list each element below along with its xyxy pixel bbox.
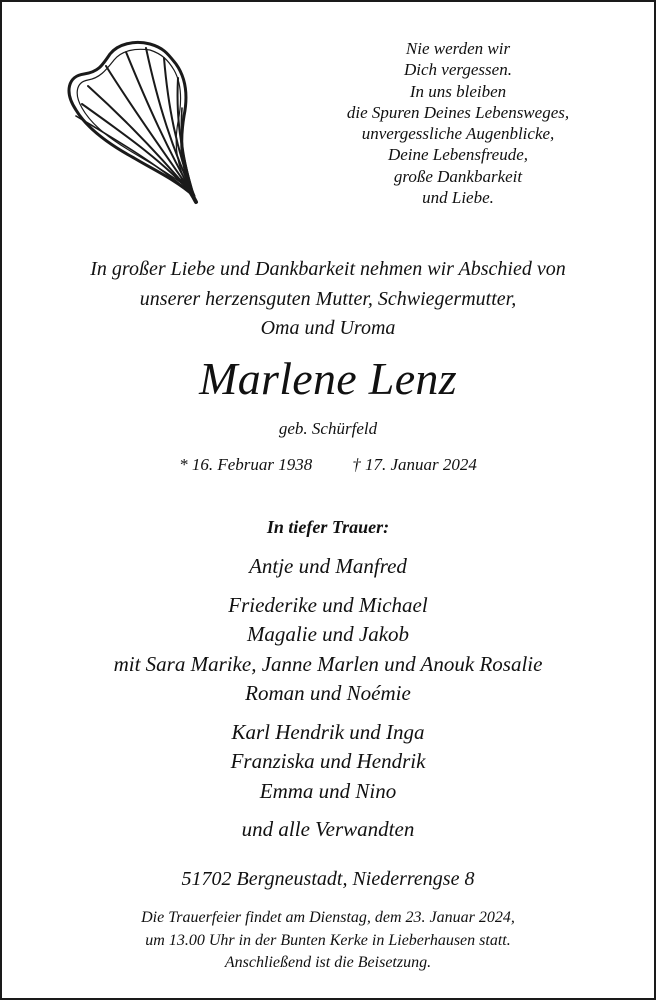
poem-line: die Spuren Deines Lebensweges, (346, 102, 570, 122)
funeral-service-info (2, 907, 654, 975)
birth-date: * 16. Februar 1938 (179, 455, 313, 474)
mourner-group (2, 552, 654, 582)
mourner-line: mit Sara Marike, Janne Marlen und Anouk Rosalie (113, 651, 543, 676)
mourners-list (2, 552, 654, 854)
farewell-text (2, 255, 654, 344)
mourner-group (2, 718, 654, 807)
service-line: Anschließend ist die Beisetzung. (224, 954, 432, 971)
mourner-line: und alle Verwandten (241, 817, 415, 841)
poem-line: unvergessliche Augenblicke, (361, 124, 555, 144)
family-address: 51702 Bergneustadt, Niederrengse 8 (181, 868, 475, 890)
mourner-group (2, 815, 654, 845)
mourner-line: Magalie und Jakob (246, 622, 410, 646)
service-line: Die Trauerfeier findet am Dienstag, dem 23. Januar 2024, (141, 909, 515, 926)
poem-line: große Dankbarkeit (393, 166, 523, 186)
poem-line: In uns bleiben (409, 81, 507, 101)
death-date: † 17. Januar 2024 (352, 455, 477, 474)
poem-line: und Liebe. (422, 188, 494, 208)
life-dates (2, 454, 654, 476)
mourner-line: Antje und Manfred (249, 554, 407, 578)
farewell-line: In großer Liebe und Dankbarkeit nehmen wir Abschied von (90, 258, 566, 280)
mourner-line: Karl Hendrik und Inga (231, 719, 425, 744)
service-line: um 13.00 Uhr in der Bunten Kerke in Lieberhausen statt. (145, 931, 511, 949)
poem-line: Deine Lebensfreude, (387, 145, 529, 165)
farewell-line: Oma und Uroma (260, 317, 396, 339)
poem-line: Nie werden wir (405, 39, 511, 58)
mourning-heading: In tiefer Trauer: (266, 517, 390, 537)
memorial-poem (298, 38, 618, 208)
ginkgo-leaf-icon (54, 30, 204, 210)
mourner-group (2, 591, 654, 709)
mourner-line: Emma und Nino (259, 778, 397, 803)
farewell-line: unserer herzensguten Mutter, Schwiegermutter, (139, 287, 517, 310)
mourner-line: Roman und Noémie (245, 681, 411, 705)
deceased-name: Marlene Lenz (199, 353, 457, 404)
maiden-name: geb. Schürfeld (278, 419, 378, 438)
mourner-line: Franziska und Hendrik (230, 749, 426, 773)
mourner-line: Friederike und Michael (228, 592, 428, 617)
poem-line: Dich vergessen. (404, 60, 512, 80)
